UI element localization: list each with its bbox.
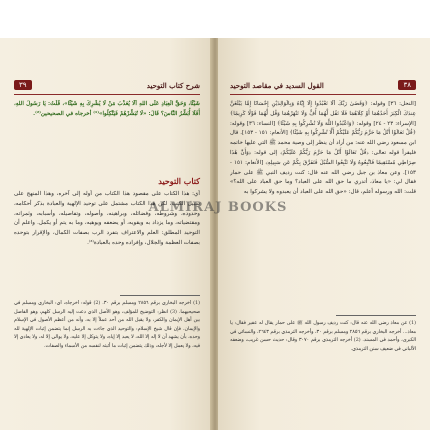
left-footnotes (14, 300, 200, 398)
right-page-number: ٣٨ (398, 80, 416, 90)
right-page (218, 38, 430, 430)
right-footnotes-text: (1) عن معاذ رضي الله عنه قال: كنت رديف رسول الله ﷺ على حمار يقال له عفير فقال: يا معاذ... أخرجه البخاري برقم ٢٨٥٦ ومسلم برقم ٣٠، وأخرجه الترمذي برقم ٢٦٤٣، والنسائي في الكبرى، وأحمد في المسند. (2) أخرجه الترمذي برقم ٣٠٧٠ وقال: حديث حسن غريب، وضعفه الألباني في ضعيف سنن الترمذي. (230, 321, 416, 352)
left-running-head (14, 78, 200, 92)
left-footnote-separator (120, 295, 200, 296)
left-body-paragraph: أي: هذا الكتاب على مقصود هذا الكتاب من أوله إلى آخره، وهذا المنهج على سبيل الكتب، لكن هذا الكتاب مشتمل على توحيد الإلهية والعبادة بذكر أحكامه، وحدوده، وشروطه، وفضائله، وبراهينه، وأصوله، وتفاصيله، وأسبابه، وثمراته، ومقتضياته، وما يزداد به ويقويه، أو يضعفه ويوهيه، وما به يتم أو يكمل. واعلم أن التوحيد المطلق: العلم والاعتراف بتفرد الرب بصفات الكمال، والإقرار بتوحده بصفات العظمة والجلال، وإفراده وحده بالعبادة⁽³⁾. (14, 191, 200, 246)
left-running-head-title: شرح كتاب التوحيد (146, 80, 200, 90)
section-heading: كتاب التوحيد (158, 176, 200, 186)
left-page-number: ٣٩ (14, 80, 32, 90)
right-head-rule (230, 94, 416, 95)
open-book (0, 38, 430, 430)
left-page (0, 38, 212, 430)
right-footnote-separator (336, 315, 416, 316)
right-footnotes (230, 320, 416, 400)
right-running-head-title: القول السديد في مقاصد التوحيد (230, 80, 324, 90)
right-body-paragraph: [النحل: ٣٦] وقوله: ﴿وَقَضَىٰ رَبُّكَ أَلَّا تَعْبُدُوا إِلَّا إِيَّاهُ وَبِالْوَالِدَيْنِ إِحْسَانًا إِمَّا يَبْلُغَنَّ عِندَكَ الْكِبَرَ أَحَدُهُمَا أَوْ كِلَاهُمَا فَلَا تَقُل لَّهُمَا أُفٍّ وَلَا تَنْهَرْهُمَا وَقُل لَّهُمَا قَوْلًا كَرِيمًا﴾ [الإسراء: ٢٣ - ٢٤] وقوله: ﴿وَاعْبُدُوا اللَّهَ وَلَا تُشْرِكُوا بِهِ شَيْئًا﴾ [النساء: ٣٦] وقوله: ﴿قُلْ تَعَالَوْا أَتْلُ مَا حَرَّمَ رَبُّكُمْ عَلَيْكُمْ أَلَّا تُشْرِكُوا بِهِ شَيْئًا﴾ [الأنعام: ١٥١ - ١٥٣]. قال ابن مسعود رضي الله عنه: من أراد أن ينظر إلى وصية محمد ﷺ التي عليها خاتمه فليقرأ قوله تعالى: ﴿قُلْ تَعَالَوْا أَتْلُ مَا حَرَّمَ رَبُّكُمْ عَلَيْكُمْ﴾ إلى قوله: ﴿وَأَنَّ هَٰذَا صِرَاطِي مُسْتَقِيمًا فَاتَّبِعُوهُ وَلَا تَتَّبِعُوا السُّبُلَ فَتَفَرَّقَ بِكُمْ عَن سَبِيلِهِ﴾ [الأنعام: ١٥١ - ١٥٣]. وعن معاذ بن جبل رضي الله عنه قال: كنت رديف النبي ﷺ على حمار فقال لي: «يا معاذ، أتدري ما حق الله على العباد؟ وما حق العباد على الله؟» قلت: الله ورسوله أعلم، قال: «حق الله على العباد أن يعبدوه ولا يشركوا به (230, 101, 416, 196)
left-top-paragraph: شَيْئًا، وَحَقُّ الْعِبَادِ عَلَى اللهِ أَلَّا يُعَذِّبَ مَنْ لَا يُشْرِكُ بِهِ شَيْئًا»، قُلْتُ: يَا رَسُولَ اللهِ، أَفَلَا أُبَشِّرُ النَّاسَ؟ قَالَ: «لَا تُبَشِّرْهُمْ فَيَتَّكِلُوا»⁽¹⁾ أخرجاه في الصحيحين⁽²⁾. (14, 101, 200, 117)
left-footnotes-text: (1) أخرجه البخاري برقم ٢٨٥٦ ومسلم برقم ٣٠. (2) قوله: أخرجاه، أي: البخاري ومسلم في صحيحيهما. (3) انظر: التوضيح للمؤلف، وهو الأصل الذي دعت إليه الرسل كلهم، وهو الفاصل بين أهل الإيمان والكفر، ولا يقبل الله من أحد عملاً إلا به، وأنه من أعظم الأصول في الإسلام والإيمان. فإن قال شيخ الإسلام: والتوحيد الذي جاءت به الرسل إنما يتضمن إثبات الإلهية لله وحده، بأن يشهد أن لا إله إلا الله، لا يعبد إلا إياه، ولا يتوكل إلا عليه، ولا يوالي إلا له، ولا يعادي إلا فيه، ولا يعمل إلا لأجله، وذلك يتضمن إثبات ما أثبته لنفسه من الأسماء والصفات. (14, 301, 200, 349)
watermark-text: ALMIRAJ BOOKS (148, 200, 288, 215)
right-running-head (230, 78, 416, 92)
left-head-rule (14, 94, 200, 95)
left-top-text (14, 100, 200, 152)
